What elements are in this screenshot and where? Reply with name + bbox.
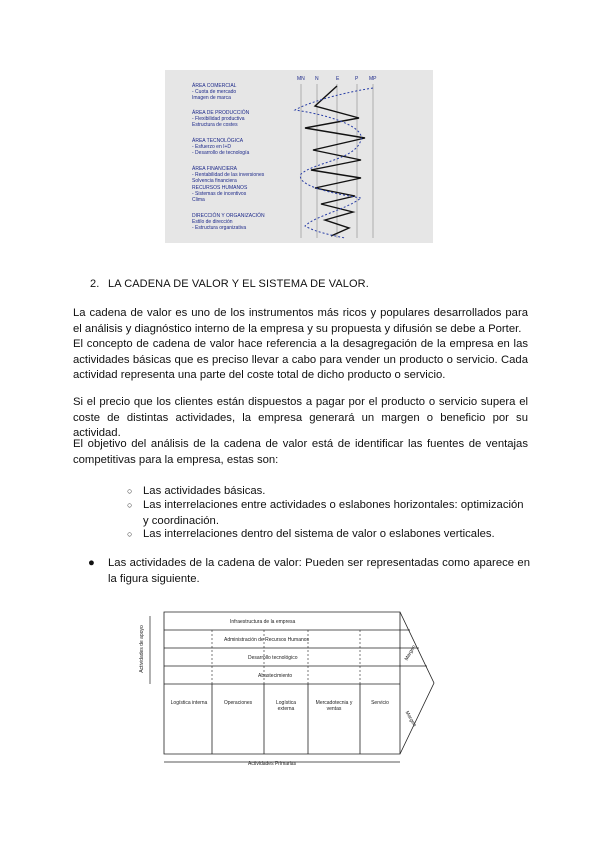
section-item: - Flexibilidad productiva bbox=[192, 116, 245, 122]
circle-bullet-icon: ○ bbox=[127, 529, 133, 539]
primary-activity-label: Mercadotecnia y ventas bbox=[315, 700, 353, 712]
bullet-text: Las actividades de la cadena de valor: Pueden ser representadas como aparece en la figura siguiente. bbox=[108, 557, 530, 585]
margin-label-top: Margen bbox=[403, 644, 418, 662]
primary-activity-label: Servicio bbox=[371, 700, 389, 706]
section-item: Imagen de marca bbox=[192, 95, 231, 101]
primary-activity-label: Operaciones bbox=[223, 700, 253, 706]
section-item: - Sistemas de incentivos bbox=[192, 191, 247, 197]
section-item: Clima bbox=[192, 197, 205, 203]
section-title: ÁREA FINANCIERA bbox=[192, 166, 238, 172]
value-chain-figure bbox=[140, 608, 450, 770]
column-label: E bbox=[336, 76, 340, 82]
section-title: DIRECCIÓN Y ORGANIZACIÓN bbox=[192, 213, 265, 219]
list-item-text: Las interrelaciones entre actividades o eslabones horizontales: optimización y coordinación. bbox=[143, 499, 524, 527]
column-label: P bbox=[355, 76, 359, 82]
section-item: Estilo de dirección bbox=[192, 219, 233, 225]
list-item bbox=[127, 527, 530, 543]
section-title: ÁREA TECNOLÓGICA bbox=[192, 138, 244, 144]
primary-activity-label: Logística externa bbox=[275, 700, 296, 712]
list-item bbox=[127, 498, 530, 529]
section-title: ÁREA COMERCIAL bbox=[192, 83, 237, 89]
section-item: - Rentabilidad de las inversiones bbox=[192, 172, 265, 178]
bullet-icon: ● bbox=[88, 557, 95, 569]
circle-bullet-icon: ○ bbox=[127, 500, 133, 510]
primary-activity-label: Logística interna bbox=[170, 700, 208, 706]
column-label: MN bbox=[297, 76, 305, 82]
section-item: - Desarrollo de tecnología bbox=[192, 150, 250, 156]
paragraph-text: La cadena de valor es uno de los instrumentos más ricos y populares desarrollados para el análisis y diagnóstico interno de la empresa y su propuesta y difusión se debe a Porter. bbox=[73, 307, 528, 335]
section-item: - Estructura organizativa bbox=[192, 225, 247, 231]
column-label: MP bbox=[369, 76, 377, 82]
list-item-text: Las interrelaciones dentro del sistema de valor o eslabones verticales. bbox=[143, 528, 495, 540]
column-label: N bbox=[315, 76, 319, 82]
support-row-label: Desarrollo tecnológico bbox=[248, 655, 298, 661]
circle-bullet-icon: ○ bbox=[127, 486, 133, 496]
heading-text: LA CADENA DE VALOR Y EL SISTEMA DE VALOR. bbox=[108, 278, 369, 290]
paragraph-intro bbox=[73, 306, 528, 384]
support-row-label: Administración de Recursos Humanos bbox=[224, 637, 310, 643]
section-heading bbox=[90, 278, 369, 290]
bullet-item bbox=[88, 556, 530, 587]
support-row-label: Infraestructura de la empresa bbox=[230, 619, 296, 625]
paragraph-text: El concepto de cadena de valor hace referencia a la desagregación de la empresa en las actividades básicas que es preciso llevar a cabo para vender un producto o servicio. Cada actividad representa una parte del coste total de dicho producto o servicio. bbox=[73, 338, 528, 381]
section-item: Solvencia financiera bbox=[192, 178, 237, 184]
paragraph-margin: Si el precio que los clientes están dispuestos a pagar por el producto o servicio supera el coste de distintas actividades, la empresa generará un margen o beneficio por su actividad. bbox=[73, 396, 528, 439]
list-item-text: Las actividades básicas. bbox=[143, 485, 266, 497]
support-activities-label: Actividades de apoyo bbox=[138, 625, 145, 673]
support-row-label: Abastecimiento bbox=[258, 673, 293, 679]
margin-label-bottom: Margen bbox=[403, 710, 418, 728]
value-chain-diagram bbox=[140, 608, 450, 770]
section-title: ÁREA DE PRODUCCIÓN bbox=[192, 110, 250, 116]
paragraph-objective: El objetivo del análisis de la cadena de valor está de identificar las fuentes de ventajas competitivas para la empresa, estas son: bbox=[73, 438, 528, 466]
strategic-profile-figure bbox=[165, 70, 433, 243]
section-item: - Esfuerzo en I+D bbox=[192, 144, 232, 150]
section-item: Estructura de costes bbox=[192, 122, 238, 128]
heading-number: 2. bbox=[90, 278, 100, 290]
primary-activities-label: Actividades Primarias bbox=[248, 761, 297, 767]
section-title: RECURSOS HUMANOS bbox=[192, 185, 248, 191]
section-item: - Cuota de mercado bbox=[192, 89, 237, 95]
